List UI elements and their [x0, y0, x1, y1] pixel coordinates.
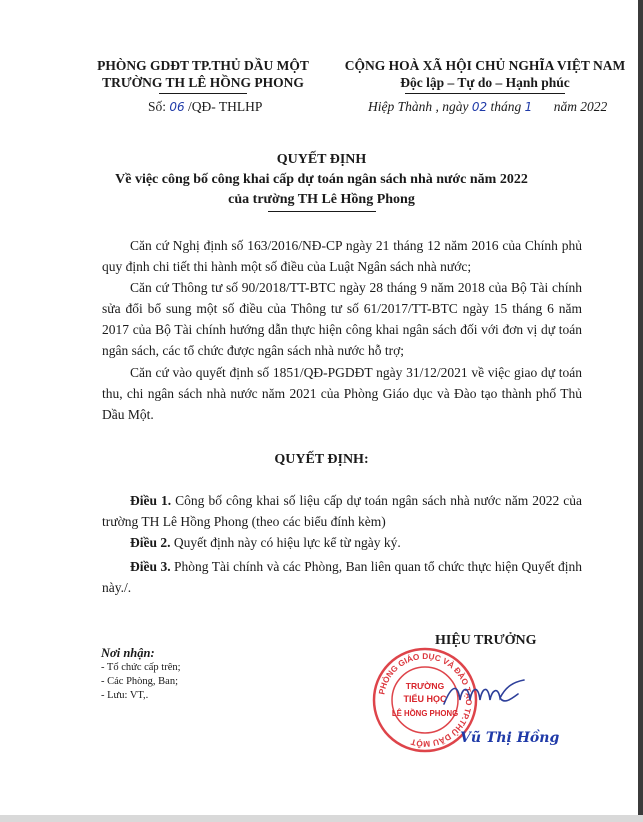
date-prefix: Hiệp Thành , ngày: [368, 99, 469, 114]
article-3-label: Điều 3.: [130, 559, 171, 574]
issuing-agency: [96, 57, 310, 94]
window-edge-bottom: [0, 815, 643, 822]
nation-name: CỘNG HOÀ XÃ HỘI CHỦ NGHĨA VIỆT NAM: [344, 58, 626, 73]
title-main: QUYẾT ĐỊNH: [276, 152, 367, 167]
document-number: [148, 99, 262, 115]
article-1: [102, 490, 582, 532]
preamble-3: Căn cứ vào quyết định số 1851/QĐ-PGDĐT ngày 31/12/2021 về việc giao dự toán thu, chi ngân sách nhà nước năm 2021 của Phòng Giáo dục và Đào tạo thành phố Thủ Dầu Một.: [102, 365, 582, 422]
stamp-ring-text: PHÒNG GIÁO DỤC VÀ ĐÀO TẠO TP.THỦ DẦU MỘT: [376, 650, 475, 750]
window-edge-right: [638, 0, 643, 822]
national-motto: [335, 57, 635, 94]
stamp-line-3: LÊ HỒNG PHONG: [391, 709, 459, 718]
agency-line-1: PHÒNG GDĐT TP.THỦ DẦU MỘT: [97, 58, 309, 73]
article-1-label: Điều 1.: [130, 493, 172, 508]
article-1-text: Công bố công khai số liệu cấp dự toán ngân sách nhà nước năm 2022 của trường TH Lê Hồng Phong (theo các biểu đính kèm): [102, 493, 582, 529]
day-handwritten: 02: [471, 100, 488, 114]
article-3-text: Phòng Tài chính và các Phòng, Ban liên quan tổ chức thực hiện Quyết định này./.: [102, 559, 582, 595]
recipient-item: - Các Phòng, Ban;: [101, 676, 178, 687]
recipients-heading: Nơi nhận:: [101, 646, 155, 660]
number-prefix: Số:: [148, 99, 167, 114]
place-date: [368, 99, 607, 115]
recipient-item: - Lưu: VT,.: [101, 690, 149, 701]
signer-name: Vũ Thị Hồng: [460, 730, 560, 746]
agency-line-2: TRƯỜNG TH LÊ HỒNG PHONG: [102, 75, 304, 90]
month-handwritten: 1: [524, 100, 533, 114]
number-suffix: /QĐ- THLHP: [188, 99, 263, 114]
agency-underline: [159, 93, 247, 94]
recipients: [101, 646, 181, 703]
article-2-label: Điều 2.: [130, 535, 171, 550]
article-2: [102, 532, 582, 553]
motto-underline: [405, 93, 565, 94]
preamble-1: Căn cứ Nghị định số 163/2016/NĐ-CP ngày 21 tháng 12 năm 2016 của Chính phủ quy định chi tiết thi hành một số điều của Luật Ngân sách nhà nước;: [102, 238, 582, 274]
document-title: [60, 150, 583, 212]
month-label: tháng: [490, 99, 522, 114]
article-2-text: Quyết định này có hiệu lực kể từ ngày ký.: [170, 535, 401, 550]
handwritten-signature: [440, 670, 530, 720]
decision-heading: QUYẾT ĐỊNH:: [274, 452, 369, 467]
number-handwritten: 06: [169, 100, 185, 114]
title-subject: Về việc công bố công khai cấp dự toán ngân sách nhà nước năm 2022: [115, 172, 528, 187]
title-underline: [268, 211, 376, 212]
motto: Độc lập – Tự do – Hạnh phúc: [400, 75, 570, 90]
preamble-2: Căn cứ Thông tư số 90/2018/TT-BTC ngày 28 tháng 9 năm 2018 của Bộ Tài chính sửa đổi bổ sung một số điều của Thông tư số 61/2017/TT-BTC ngày 15 tháng 6 năm 2017 của Bộ Tài chính hướng dẫn thực hiện công khai ngân sách đối với đơn vị dự toán ngân sách, các tổ chức được ngân sách nhà nước hỗ trợ;: [102, 280, 582, 358]
title-school: của trường TH Lê Hồng Phong: [228, 192, 415, 207]
stamp-line-1: TRƯỜNG: [405, 681, 445, 691]
recipient-item: - Tổ chức cấp trên;: [101, 662, 181, 673]
year-text: năm 2022: [553, 99, 608, 114]
signature-title: HIỆU TRƯỞNG: [435, 633, 537, 648]
article-3: [102, 556, 582, 598]
stamp-line-2: TIỂU HỌC: [403, 694, 447, 704]
